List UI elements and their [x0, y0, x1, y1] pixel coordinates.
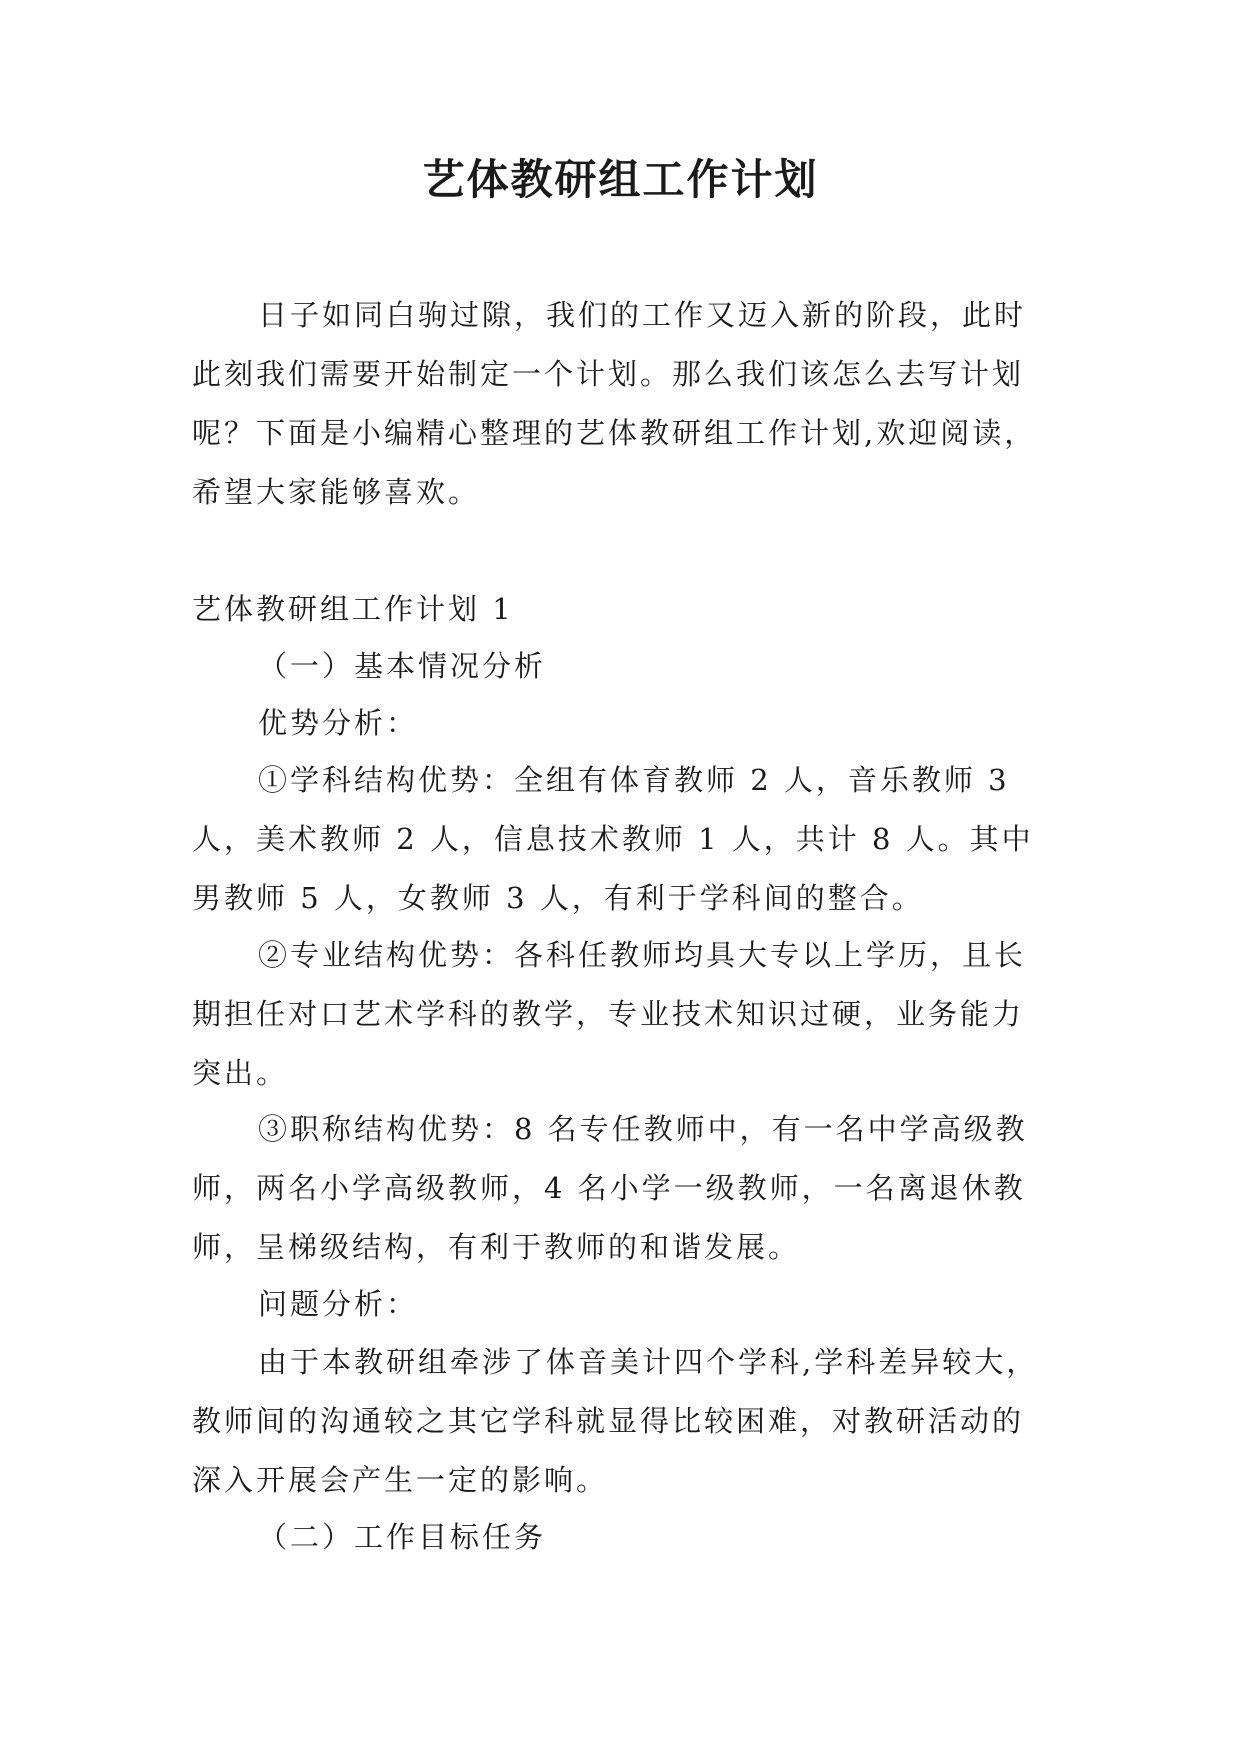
- goal-heading: （二）工作目标任务: [258, 1520, 547, 1554]
- section-title: 艺体教研组工作计划 1: [192, 592, 514, 626]
- advantage-paragraph-1: ①学科结构优势：全组有体育教师 2 人，音乐教师 3 人，美术教师 2 人，信息技术教师 1 人，共计 8 人。其中男教师 5 人，女教师 3 人，有利于学科间的整合。: [192, 763, 1034, 915]
- problem-paragraph: 由于本教研组牵涉了体音美计四个学科,学科差异较大，教师间的沟通较之其它学科就显得比较困难，对教研活动的深入开展会产生一定的影响。: [192, 1345, 1039, 1497]
- problem-heading: 问题分析：: [258, 1287, 419, 1321]
- advantage-paragraph-3: ③职称结构优势：8 名专任教师中，有一名中学高级教师，两名小学高级教师，4 名小学一级教师，一名离退休教师，呈梯级结构，有利于教师的和谐发展。: [192, 1112, 1028, 1264]
- intro-paragraph: 日子如同白驹过隙，我们的工作又迈入新的阶段，此时此刻我们需要开始制定一个计划。那么我们该怎么去写计划呢？下面是小编精心整理的艺体教研组工作计划,欢迎阅读，希望大家能够喜欢。: [192, 298, 1037, 509]
- advantage-heading: 优势分析：: [258, 706, 419, 740]
- basic-analysis-heading: （一）基本情况分析: [258, 649, 547, 683]
- advantage-paragraph-2: ②专业结构优势：各科任教师均具大专以上学历，且长期担任对口艺术学科的教学，专业技术知识过硬，业务能力突出。: [192, 938, 1027, 1090]
- document-title: 艺体教研组工作计划: [422, 155, 819, 204]
